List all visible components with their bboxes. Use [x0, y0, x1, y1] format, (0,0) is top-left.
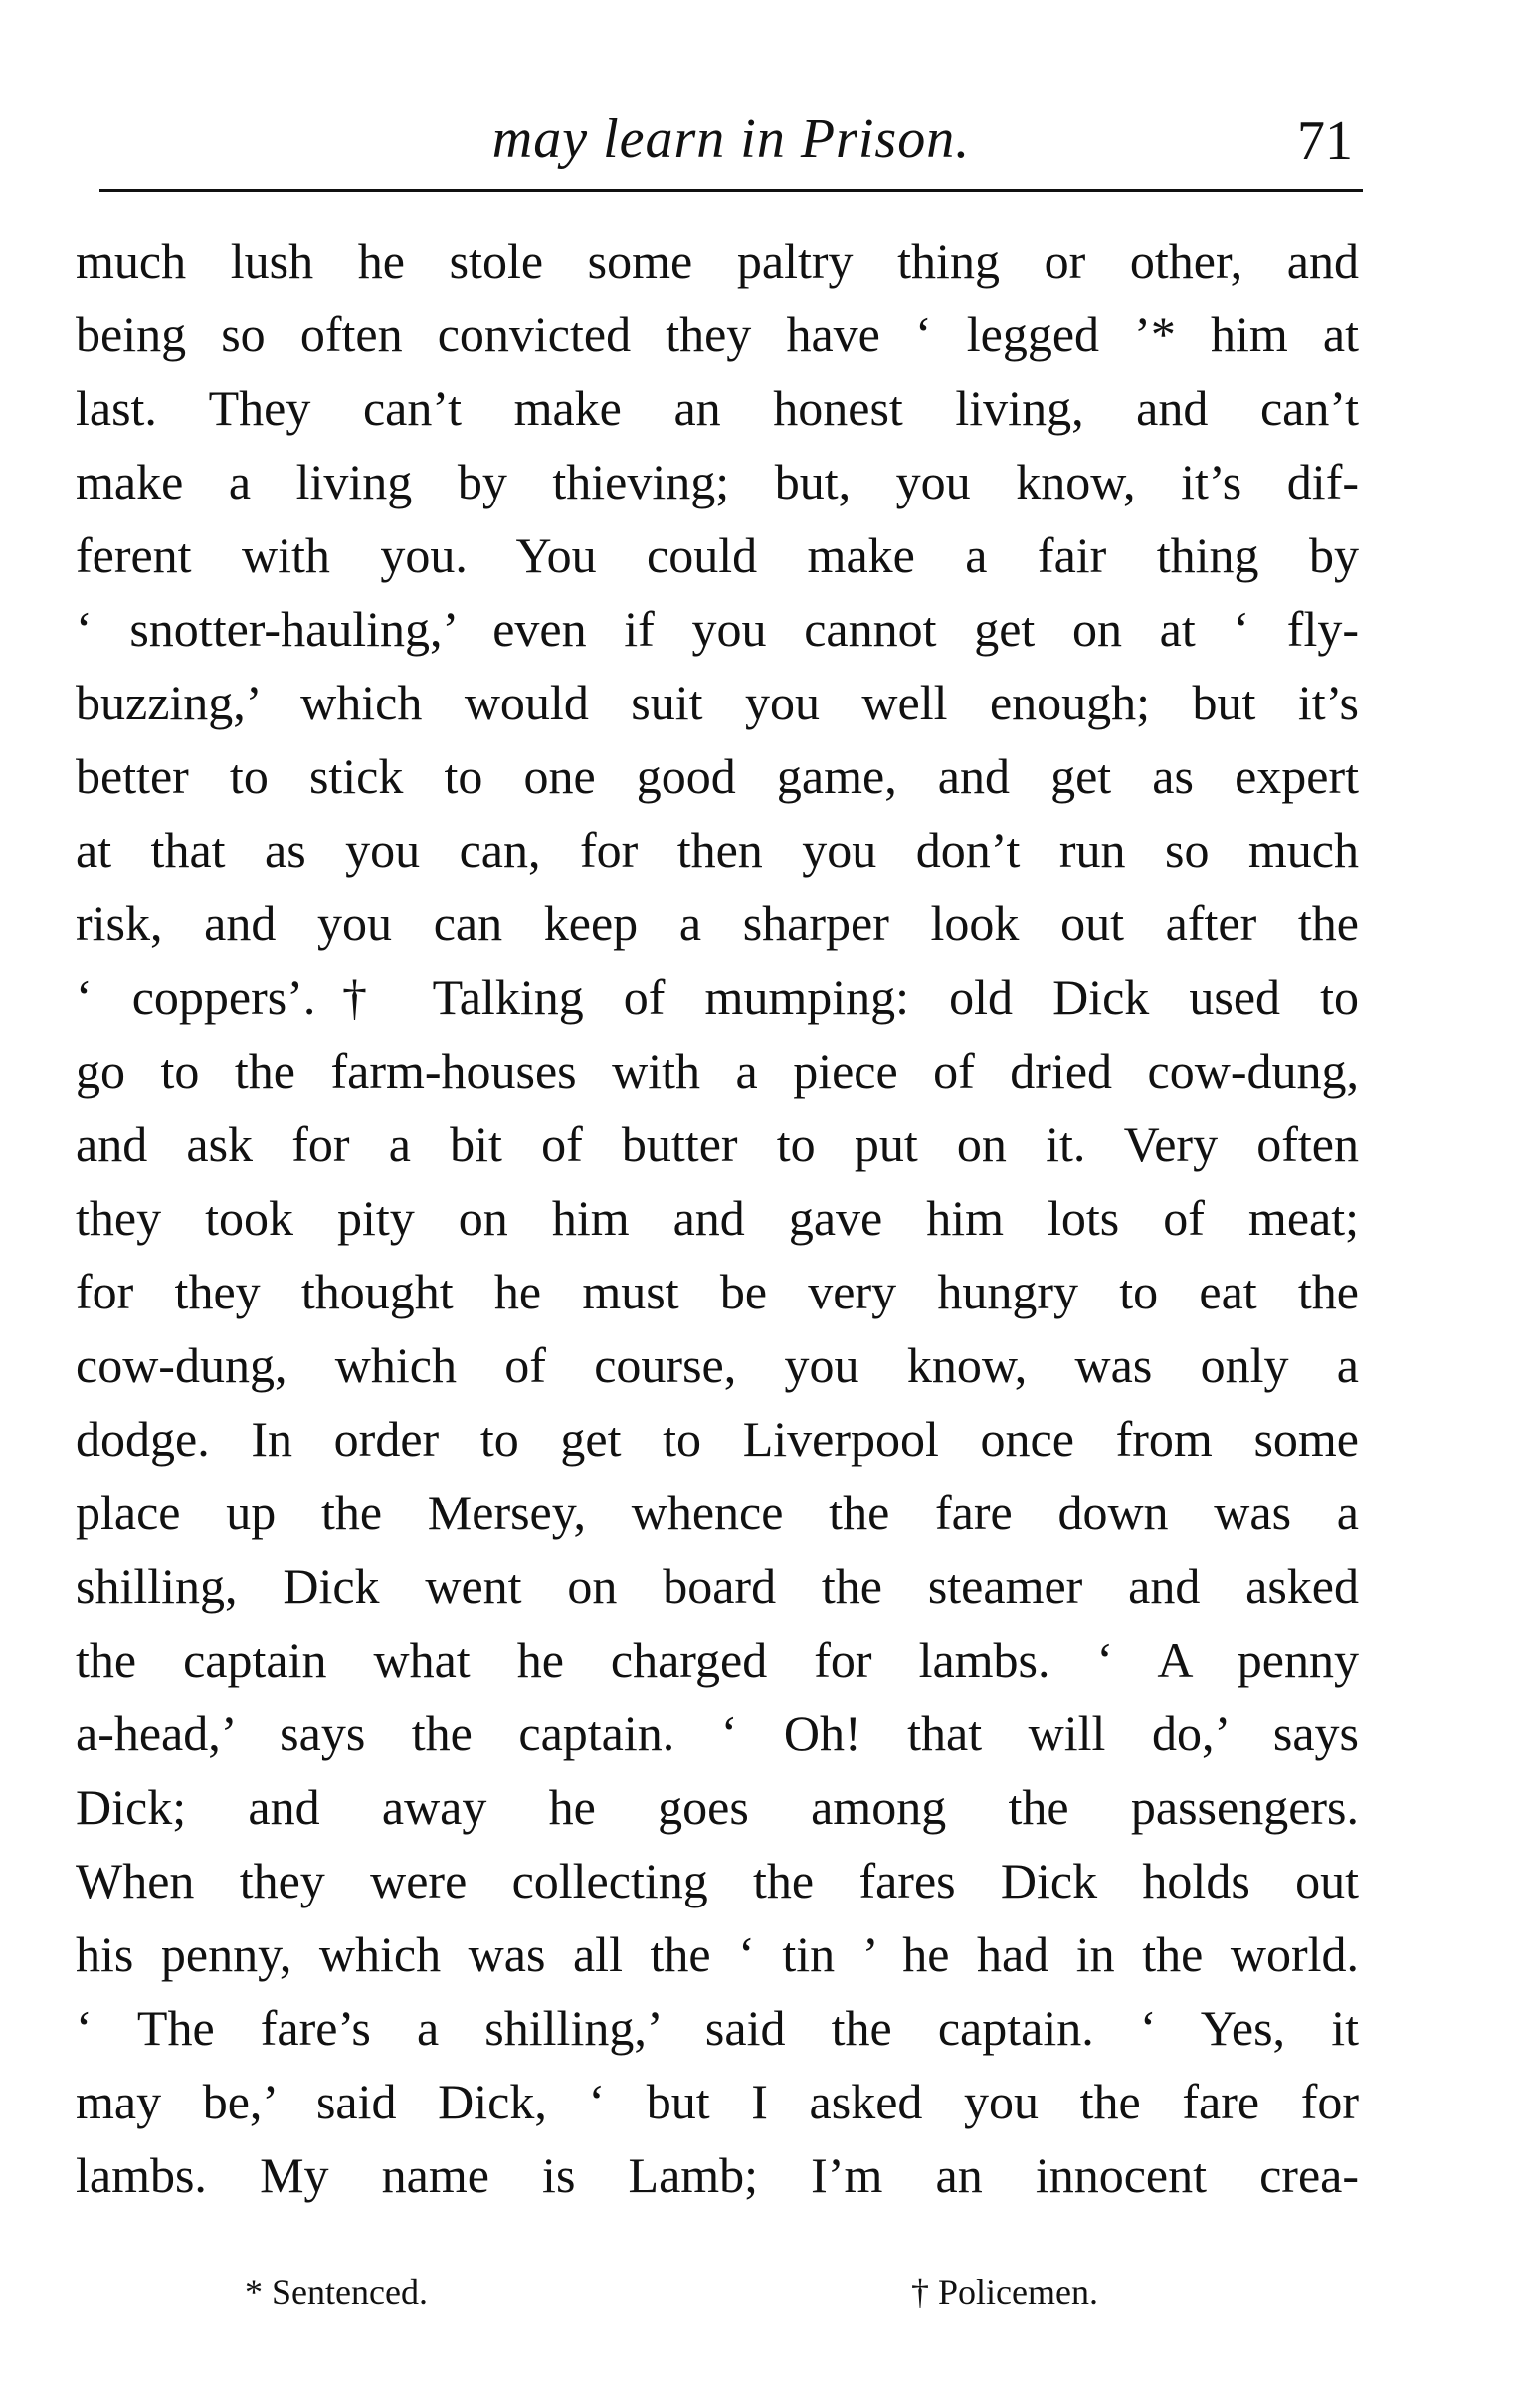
- body-text: [76, 224, 1359, 2212]
- text-line: may be,’ said Dick, ‘ but I asked you the fare for: [76, 2074, 1359, 2129]
- text-line: a-head,’ says the captain. ‘ Oh! that will do,’ says: [76, 1706, 1359, 1761]
- text-line: much lush he stole some paltry thing or other, and: [76, 233, 1359, 289]
- text-line: last. They can’t make an honest living, and can’t: [76, 380, 1359, 436]
- text-line: his penny, which was all the ‘ tin ’ he had in the world.: [76, 1926, 1359, 1982]
- page-number: 71: [1297, 110, 1353, 172]
- text-line: shilling, Dick went on board the steamer and asked: [76, 1558, 1359, 1614]
- text-line: ferent with you. You could make a fair thing by: [76, 527, 1359, 583]
- text-line: When they were collecting the fares Dick holds out: [76, 1853, 1359, 1908]
- text-line: cow-dung, which of course, you know, was only a: [76, 1337, 1359, 1393]
- text-line: buzzing,’ which would suit you well enough; but it’s: [76, 675, 1359, 730]
- text-line: the captain what he charged for lambs. ‘ A penny: [76, 1632, 1359, 1688]
- text-line: being so often convicted they have ‘ legged ’* him at: [76, 306, 1359, 362]
- text-line: ‘ coppers’.† Talking of mumping: old Dick used to: [76, 969, 1359, 1025]
- running-title: may learn in Prison.: [491, 108, 971, 170]
- header-rule: [99, 189, 1363, 192]
- footnote-policemen: † Policemen.: [911, 2272, 1098, 2311]
- text-line: place up the Mersey, whence the fare down was a: [76, 1485, 1359, 1540]
- text-line: ‘ snotter-hauling,’ even if you cannot get on at ‘ fly-: [76, 601, 1359, 657]
- text-line: and ask for a bit of butter to put on it. Very often: [76, 1116, 1359, 1172]
- text-line: ‘ The fare’s a shilling,’ said the captain. ‘ Yes, it: [76, 2000, 1359, 2056]
- text-line: go to the farm-houses with a piece of dried cow-dung,: [76, 1043, 1359, 1099]
- text-line: make a living by thieving; but, you know, it’s dif-: [76, 454, 1359, 509]
- text-line: Dick; and away he goes among the passengers.: [76, 1779, 1359, 1835]
- running-head: [99, 104, 1363, 174]
- footnotes: [76, 2262, 1359, 2321]
- text-line: at that as you can, for then you don’t run so much: [76, 822, 1359, 878]
- text-line: for they thought he must be very hungry to eat the: [76, 1264, 1359, 1319]
- footnote-sentenced: * Sentenced.: [245, 2272, 428, 2311]
- text-line: dodge. In order to get to Liverpool once from some: [76, 1411, 1359, 1467]
- text-line: better to stick to one good game, and get as expert: [76, 748, 1359, 804]
- text-line: they took pity on him and gave him lots of meat;: [76, 1190, 1359, 1246]
- text-line: risk, and you can keep a sharper look out after the: [76, 896, 1359, 951]
- text-line: lambs. My name is Lamb; I’m an innocent crea-: [76, 2147, 1359, 2203]
